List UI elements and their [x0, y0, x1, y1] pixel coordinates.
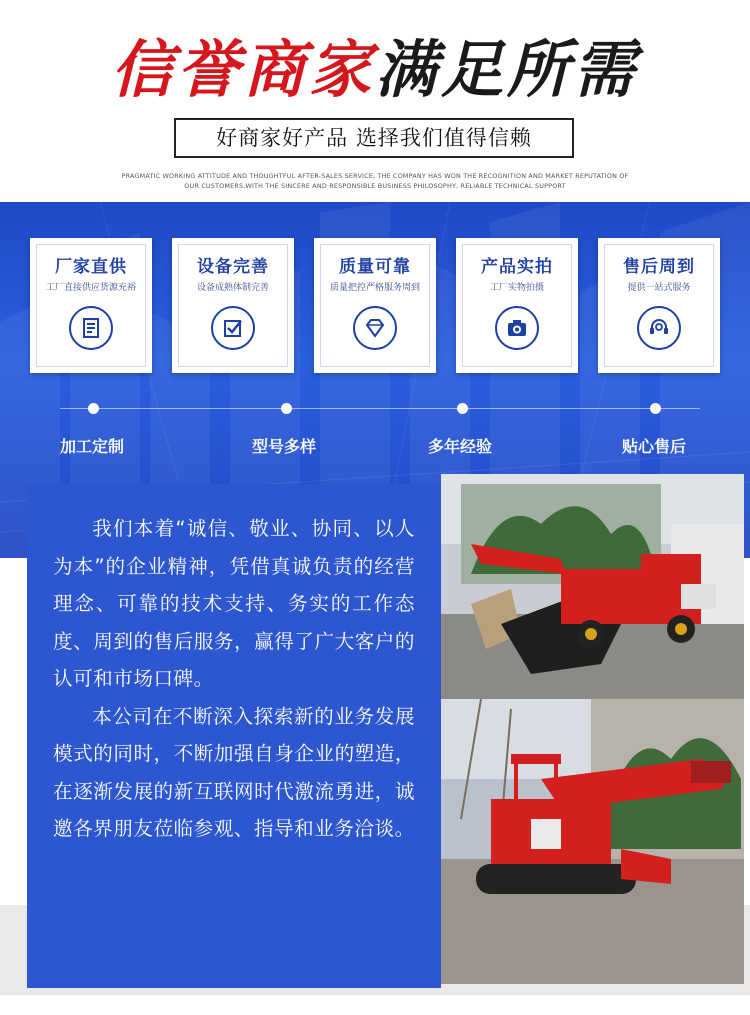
timeline-dot	[457, 403, 468, 414]
timeline-label-models: 型号多样	[252, 437, 317, 456]
timeline-line	[60, 408, 700, 409]
headline	[0, 30, 750, 110]
feature-cards	[30, 238, 722, 373]
feature-title: 厂家直供	[55, 257, 127, 277]
feature-title: 产品实拍	[481, 257, 553, 277]
motto-line-1: PRAGMATIC WORKING ATTITUDE AND THOUGHTFUL AFTER-SALES SERVICE, THE COMPANY HAS WON THE RECOGNITION AND MARKET REPUTATION OF	[121, 172, 629, 180]
timeline-dot	[88, 403, 99, 414]
headset-icon	[637, 306, 681, 350]
feature-card-factory-direct	[30, 238, 152, 373]
feature-card-photos	[456, 238, 578, 373]
feature-subtitle: 工厂实物拍摄	[489, 283, 544, 293]
feature-subtitle: 提供一站式服务	[627, 283, 691, 293]
feature-subtitle: 工厂直接供应货源充裕	[45, 283, 136, 293]
feature-subtitle: 设备成熟体制完善	[196, 283, 269, 293]
headline-red: 信誉商家	[110, 33, 375, 106]
timeline-dot	[281, 403, 292, 414]
feature-subtitle: 质量把控严格服务周到	[329, 283, 420, 293]
about-paragraph-2: 本公司在不断深入探索新的业务发展模式的同时，不断加强自身企业的塑造，在逐渐发展的新互联网时代激流勇进，诚邀各界朋友莅临参观、指导和业务洽谈。	[53, 704, 415, 840]
product-photo-loader	[441, 474, 744, 699]
feature-card-after-sales	[598, 238, 720, 373]
feature-title: 售后周到	[623, 257, 695, 277]
feature-title: 设备完善	[197, 257, 269, 277]
feature-title: 质量可靠	[339, 257, 411, 277]
document-icon	[69, 306, 113, 350]
headline-black: 满足所需	[375, 33, 640, 106]
about-paragraph-1: 我们本着“诚信、敬业、协同、以人为本”的企业精神，凭借真诚负责的经营理念、可靠的技术支持、务实的工作态度、周到的售后服务，赢得了广大客户的认可和市场口碑。	[53, 517, 415, 690]
feature-card-quality	[314, 238, 436, 373]
timeline-label-custom: 加工定制	[60, 437, 125, 456]
motto-line-2: OUR CUSTOMERS,WITH THE SINCERE AND RESPONSIBLE BUSINESS PHILOSOPHY, RELIABLE TECHNICAL SUPPORT	[184, 182, 566, 190]
checkbox-icon	[211, 306, 255, 350]
feature-card-equipment	[172, 238, 294, 373]
timeline-label-experience: 多年经验	[428, 437, 493, 456]
camera-icon	[495, 306, 539, 350]
about-panel	[27, 484, 441, 988]
timeline-dot	[650, 403, 661, 414]
subtitle-box: 好商家好产品 选择我们值得信赖	[174, 118, 574, 158]
product-photo-crawler	[441, 699, 744, 984]
timeline-label-service: 贴心售后	[622, 437, 687, 456]
motto-text	[100, 171, 650, 191]
diamond-icon	[353, 306, 397, 350]
